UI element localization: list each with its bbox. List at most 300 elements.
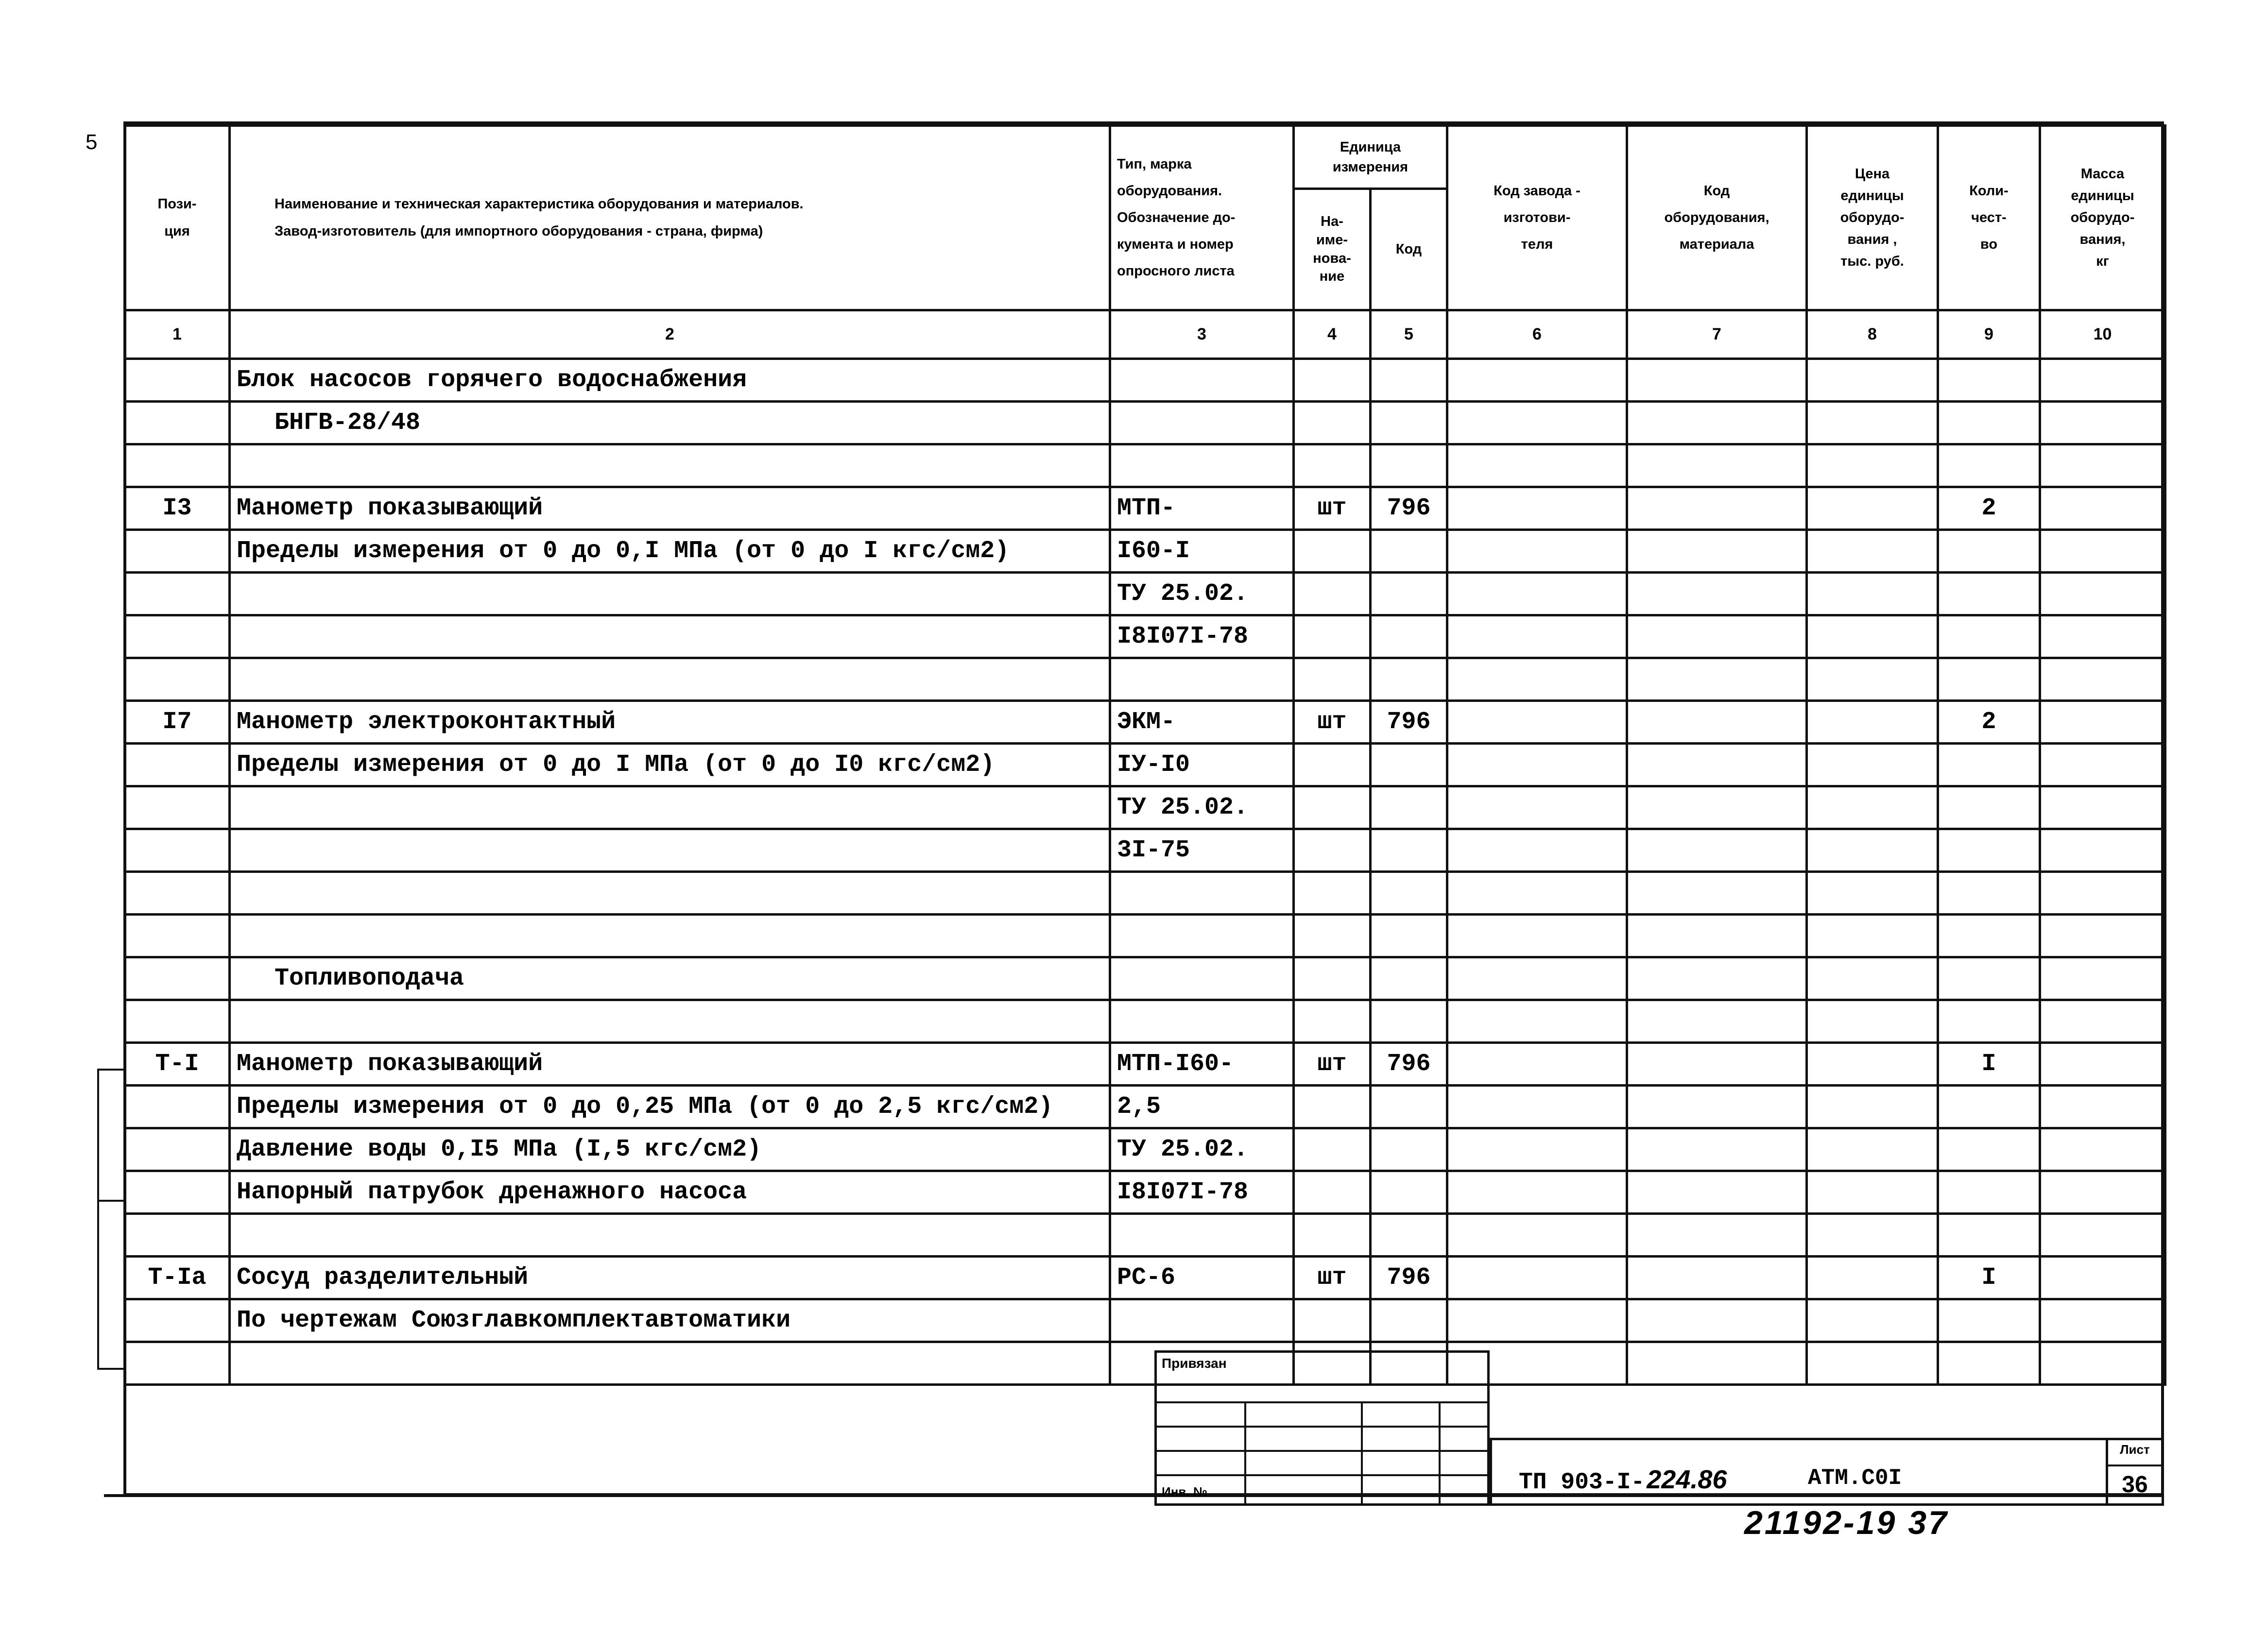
price-cell <box>1807 829 1938 872</box>
unit-code-cell <box>1371 359 1447 402</box>
mass-cell <box>2040 1214 2165 1257</box>
quantity-cell <box>1938 530 2040 573</box>
quantity-cell <box>1938 1214 2040 1257</box>
quantity-cell <box>1938 957 2040 1000</box>
quantity-cell <box>1938 872 2040 915</box>
equipment-code-cell <box>1627 786 1807 829</box>
mass-cell <box>2040 744 2165 786</box>
position-cell: I3 <box>125 487 230 530</box>
position-cell: Т-I <box>125 1043 230 1086</box>
unit-cell <box>1294 786 1371 829</box>
description-cell <box>230 1000 1110 1043</box>
stamp-divider <box>1157 1474 1487 1476</box>
unit-cell: шт <box>1294 1043 1371 1086</box>
mass-cell <box>2040 1257 2165 1299</box>
position-cell <box>125 1128 230 1171</box>
equipment-code-cell <box>1627 829 1807 872</box>
unit-cell <box>1294 872 1371 915</box>
equipment-code-cell <box>1627 1128 1807 1171</box>
maker-code-cell <box>1447 658 1627 701</box>
table-row <box>125 1128 2165 1171</box>
description-cell: Напорный патрубок дренажного насоса <box>230 1171 1110 1214</box>
maker-code-cell <box>1447 444 1627 487</box>
quantity-cell <box>1938 1086 2040 1128</box>
position-cell <box>125 957 230 1000</box>
description-cell <box>230 615 1110 658</box>
document-code: ТП 903-I-224.86 <box>1519 1465 1727 1496</box>
stamp-title: Привязан <box>1162 1356 1227 1371</box>
header-unit-name: На- име- нова- ние <box>1294 189 1371 310</box>
price-cell <box>1807 1342 1938 1385</box>
table-row <box>125 530 2165 573</box>
quantity-cell <box>1938 359 2040 402</box>
price-cell <box>1807 701 1938 744</box>
header-maker-code: Код завода - изготови- теля <box>1447 126 1627 310</box>
quantity-cell: 2 <box>1938 487 2040 530</box>
unit-cell <box>1294 444 1371 487</box>
table-row <box>125 872 2165 915</box>
description-cell <box>230 658 1110 701</box>
header-position: Пози- ция <box>125 126 230 310</box>
quantity-cell: I <box>1938 1257 2040 1299</box>
description-cell <box>230 1214 1110 1257</box>
mass-cell <box>2040 1043 2165 1086</box>
quantity-cell <box>1938 1128 2040 1171</box>
description-cell: Пределы измерения от 0 до 0,I МПа (от 0 до I кгс/см2) <box>230 530 1110 573</box>
mass-cell <box>2040 1171 2165 1214</box>
maker-code-cell <box>1447 786 1627 829</box>
stamp-divider <box>1439 1401 1441 1503</box>
price-cell <box>1807 744 1938 786</box>
mass-cell <box>2040 1342 2165 1385</box>
column-number: 7 <box>1627 310 1807 359</box>
unit-cell <box>1294 359 1371 402</box>
description-cell: Манометр показывающий <box>230 487 1110 530</box>
position-cell <box>125 658 230 701</box>
document-suffix: АТМ.С0I <box>1808 1465 1902 1491</box>
maker-code-cell <box>1447 1299 1627 1342</box>
quantity-cell <box>1938 444 2040 487</box>
header-unit-code: Код <box>1371 189 1447 310</box>
quantity-cell <box>1938 786 2040 829</box>
unit-cell <box>1294 1214 1371 1257</box>
table-row <box>125 1257 2165 1299</box>
equipment-code-cell <box>1627 359 1807 402</box>
maker-code-cell <box>1447 872 1627 915</box>
header-quantity: Коли- чест- во <box>1938 126 2040 310</box>
header-mass: Масса единицы оборудо- вания, кг <box>2040 126 2165 310</box>
quantity-cell <box>1938 1299 2040 1342</box>
unit-cell <box>1294 1128 1371 1171</box>
mass-cell <box>2040 1299 2165 1342</box>
unit-cell <box>1294 530 1371 573</box>
price-cell <box>1807 1000 1938 1043</box>
description-cell: Сосуд разделительный <box>230 1257 1110 1299</box>
price-cell <box>1807 444 1938 487</box>
price-cell <box>1807 872 1938 915</box>
document-code-handwritten: 224.86 <box>1647 1465 1727 1494</box>
column-number-row <box>125 310 2165 359</box>
type-cell: 3I-75 <box>1110 829 1294 872</box>
equipment-code-cell <box>1627 701 1807 744</box>
maker-code-cell <box>1447 701 1627 744</box>
unit-code-cell <box>1371 530 1447 573</box>
unit-code-cell <box>1371 786 1447 829</box>
table-row <box>125 573 2165 615</box>
description-cell: Блок насосов горячего водоснабжения <box>230 359 1110 402</box>
description-cell: Давление воды 0,I5 МПа (I,5 кгс/см2) <box>230 1128 1110 1171</box>
position-cell <box>125 530 230 573</box>
table-row <box>125 744 2165 786</box>
price-cell <box>1807 530 1938 573</box>
sheet-number-box <box>2106 1440 2162 1503</box>
table-row <box>125 615 2165 658</box>
table-row <box>125 658 2165 701</box>
type-cell: ТУ 25.02. <box>1110 1128 1294 1171</box>
position-cell: Т-Iа <box>125 1257 230 1299</box>
position-cell <box>125 444 230 487</box>
type-cell <box>1110 1214 1294 1257</box>
equipment-code-cell <box>1627 658 1807 701</box>
description-cell <box>230 915 1110 957</box>
maker-code-cell <box>1447 615 1627 658</box>
description-cell <box>230 573 1110 615</box>
unit-code-cell <box>1371 658 1447 701</box>
column-number: 5 <box>1371 310 1447 359</box>
unit-code-cell <box>1371 1128 1447 1171</box>
maker-code-cell <box>1447 1086 1627 1128</box>
table-row <box>125 1171 2165 1214</box>
header-price: Цена единицы оборудо- вания , тыс. руб. <box>1807 126 1938 310</box>
unit-cell <box>1294 1299 1371 1342</box>
position-cell <box>125 402 230 444</box>
price-cell <box>1807 786 1938 829</box>
mass-cell <box>2040 786 2165 829</box>
table-row <box>125 444 2165 487</box>
mass-cell <box>2040 915 2165 957</box>
equipment-code-cell <box>1627 1043 1807 1086</box>
type-cell: IУ-I0 <box>1110 744 1294 786</box>
description-cell <box>230 872 1110 915</box>
quantity-cell <box>1938 1342 2040 1385</box>
unit-code-cell <box>1371 1086 1447 1128</box>
type-cell: ЭКМ- <box>1110 701 1294 744</box>
unit-cell: шт <box>1294 1257 1371 1299</box>
table-row <box>125 359 2165 402</box>
quantity-cell <box>1938 402 2040 444</box>
table-row <box>125 1299 2165 1342</box>
unit-code-cell: 796 <box>1371 1257 1447 1299</box>
sheet-number: 36 <box>2122 1472 2148 1498</box>
position-cell <box>125 1299 230 1342</box>
equipment-code-cell <box>1627 402 1807 444</box>
maker-code-cell <box>1447 744 1627 786</box>
title-block <box>1490 1438 2164 1506</box>
price-cell <box>1807 1299 1938 1342</box>
unit-cell <box>1294 1086 1371 1128</box>
header-unit-group: Единица измерения <box>1294 126 1447 189</box>
description-cell <box>230 786 1110 829</box>
table-row <box>125 786 2165 829</box>
quantity-cell <box>1938 1000 2040 1043</box>
position-cell: I7 <box>125 701 230 744</box>
table-row <box>125 487 2165 530</box>
unit-code-cell <box>1371 573 1447 615</box>
equipment-code-cell <box>1627 573 1807 615</box>
equipment-code-cell <box>1627 1342 1807 1385</box>
stamp-divider <box>1361 1401 1363 1503</box>
mass-cell <box>2040 444 2165 487</box>
page-mark: 5 <box>86 130 98 154</box>
unit-cell <box>1294 829 1371 872</box>
mass-cell <box>2040 487 2165 530</box>
stamp-divider <box>1157 1426 1487 1428</box>
price-cell <box>1807 487 1938 530</box>
mass-cell <box>2040 573 2165 615</box>
description-cell: По чертежам Союзглавкомплектавтоматики <box>230 1299 1110 1342</box>
price-cell <box>1807 1043 1938 1086</box>
quantity-cell <box>1938 915 2040 957</box>
maker-code-cell <box>1447 1043 1627 1086</box>
mass-cell <box>2040 402 2165 444</box>
mass-cell <box>2040 359 2165 402</box>
unit-code-cell: 796 <box>1371 701 1447 744</box>
unit-code-cell: 796 <box>1371 487 1447 530</box>
description-cell: Топливоподача <box>230 957 1110 1000</box>
mass-cell <box>2040 1000 2165 1043</box>
maker-code-cell <box>1447 915 1627 957</box>
header-type: Тип, марка оборудования. Обозначение до- кумента и номер опросного листа <box>1110 126 1294 310</box>
position-cell <box>125 1086 230 1128</box>
unit-cell <box>1294 1171 1371 1214</box>
table-row <box>125 402 2165 444</box>
unit-code-cell <box>1371 1214 1447 1257</box>
column-number: 2 <box>230 310 1110 359</box>
equipment-code-cell <box>1627 1000 1807 1043</box>
maker-code-cell <box>1447 487 1627 530</box>
stamp-inventory-label: Инв. № <box>1162 1484 1207 1499</box>
maker-code-cell <box>1447 1128 1627 1171</box>
quantity-cell <box>1938 658 2040 701</box>
unit-code-cell: 796 <box>1371 1043 1447 1086</box>
table-row <box>125 701 2165 744</box>
position-cell <box>125 615 230 658</box>
position-cell <box>125 573 230 615</box>
type-cell <box>1110 658 1294 701</box>
type-cell: I8I07I-78 <box>1110 1171 1294 1214</box>
table-row <box>125 1000 2165 1043</box>
mass-cell <box>2040 701 2165 744</box>
maker-code-cell <box>1447 1000 1627 1043</box>
unit-cell <box>1294 744 1371 786</box>
position-cell <box>125 872 230 915</box>
type-cell: МТП- <box>1110 487 1294 530</box>
unit-cell: шт <box>1294 487 1371 530</box>
mass-cell <box>2040 829 2165 872</box>
table-header <box>125 126 2165 359</box>
column-number: 3 <box>1110 310 1294 359</box>
table-row <box>125 915 2165 957</box>
maker-code-cell <box>1447 957 1627 1000</box>
equipment-code-cell <box>1627 872 1807 915</box>
mass-cell <box>2040 957 2165 1000</box>
maker-code-cell <box>1447 402 1627 444</box>
type-cell: 2,5 <box>1110 1086 1294 1128</box>
mass-cell <box>2040 1086 2165 1128</box>
unit-code-cell <box>1371 872 1447 915</box>
table-row <box>125 1086 2165 1128</box>
unit-code-cell <box>1371 829 1447 872</box>
description-cell <box>230 1342 1110 1385</box>
equipment-code-cell <box>1627 1257 1807 1299</box>
unit-code-cell <box>1371 1171 1447 1214</box>
quantity-cell <box>1938 573 2040 615</box>
price-cell <box>1807 1214 1938 1257</box>
equipment-code-cell <box>1627 1299 1807 1342</box>
unit-code-cell <box>1371 957 1447 1000</box>
equipment-code-cell <box>1627 530 1807 573</box>
quantity-cell: 2 <box>1938 701 2040 744</box>
maker-code-cell <box>1447 1171 1627 1214</box>
description-cell: Манометр электроконтактный <box>230 701 1110 744</box>
mass-cell <box>2040 872 2165 915</box>
description-cell <box>230 444 1110 487</box>
mass-cell <box>2040 1128 2165 1171</box>
equipment-code-cell <box>1627 957 1807 1000</box>
position-cell <box>125 829 230 872</box>
type-cell: МТП-I60- <box>1110 1043 1294 1086</box>
type-cell: I8I07I-78 <box>1110 615 1294 658</box>
column-number: 6 <box>1447 310 1627 359</box>
price-cell <box>1807 1257 1938 1299</box>
quantity-cell <box>1938 829 2040 872</box>
table-row <box>125 1342 2165 1385</box>
type-cell <box>1110 359 1294 402</box>
unit-code-cell <box>1371 744 1447 786</box>
stamp-divider <box>1157 1401 1487 1403</box>
equipment-code-cell <box>1627 1086 1807 1128</box>
maker-code-cell <box>1447 359 1627 402</box>
price-cell <box>1807 573 1938 615</box>
type-cell <box>1110 402 1294 444</box>
table-row <box>125 957 2165 1000</box>
unit-cell <box>1294 957 1371 1000</box>
equipment-code-cell <box>1627 1171 1807 1214</box>
position-cell <box>125 1171 230 1214</box>
unit-cell <box>1294 573 1371 615</box>
unit-cell: шт <box>1294 701 1371 744</box>
position-cell <box>125 786 230 829</box>
maker-code-cell <box>1447 1214 1627 1257</box>
maker-code-cell <box>1447 530 1627 573</box>
binding-margin-tick <box>97 1200 123 1202</box>
table-row <box>125 1214 2165 1257</box>
price-cell <box>1807 615 1938 658</box>
price-cell <box>1807 658 1938 701</box>
price-cell <box>1807 915 1938 957</box>
position-cell <box>125 359 230 402</box>
unit-code-cell <box>1371 1299 1447 1342</box>
position-cell <box>125 915 230 957</box>
type-cell <box>1110 915 1294 957</box>
description-cell: Пределы измерения от 0 до 0,25 МПа (от 0 до 2,5 кгс/см2) <box>230 1086 1110 1128</box>
column-number: 9 <box>1938 310 2040 359</box>
sheet-divider <box>2108 1465 2162 1466</box>
equipment-code-cell <box>1627 487 1807 530</box>
equipment-code-cell <box>1627 915 1807 957</box>
unit-cell <box>1294 915 1371 957</box>
quantity-cell <box>1938 744 2040 786</box>
quantity-cell: I <box>1938 1043 2040 1086</box>
price-cell <box>1807 1086 1938 1128</box>
description-cell: Манометр показывающий <box>230 1043 1110 1086</box>
unit-cell <box>1294 658 1371 701</box>
table-body <box>125 359 2165 1385</box>
unit-cell <box>1294 402 1371 444</box>
type-cell: РС-6 <box>1110 1257 1294 1299</box>
table-row <box>125 1043 2165 1086</box>
position-cell <box>125 1342 230 1385</box>
header-description: Наименование и техническая характеристика оборудования и материалов. Завод-изготовитель (для импортного оборудования - страна, фирма) <box>230 126 1110 310</box>
header-equipment-code: Код оборудования, материала <box>1627 126 1807 310</box>
unit-code-cell <box>1371 402 1447 444</box>
unit-code-cell <box>1371 1000 1447 1043</box>
column-number: 10 <box>2040 310 2165 359</box>
mass-cell <box>2040 530 2165 573</box>
price-cell <box>1807 957 1938 1000</box>
unit-code-cell <box>1371 615 1447 658</box>
price-cell <box>1807 1128 1938 1171</box>
description-cell: БНГВ-28/48 <box>230 402 1110 444</box>
maker-code-cell <box>1447 573 1627 615</box>
mass-cell <box>2040 615 2165 658</box>
type-cell <box>1110 1000 1294 1043</box>
position-cell <box>125 744 230 786</box>
unit-code-cell <box>1371 444 1447 487</box>
maker-code-cell <box>1447 1257 1627 1299</box>
sheet-label: Лист <box>2120 1442 2150 1457</box>
column-number: 4 <box>1294 310 1371 359</box>
type-cell <box>1110 957 1294 1000</box>
specification-table <box>123 124 2166 1386</box>
equipment-code-cell <box>1627 444 1807 487</box>
price-cell <box>1807 402 1938 444</box>
equipment-code-cell <box>1627 744 1807 786</box>
stamp-divider <box>1157 1450 1487 1452</box>
quantity-cell <box>1938 1171 2040 1214</box>
table-row <box>125 829 2165 872</box>
equipment-code-cell <box>1627 1214 1807 1257</box>
maker-code-cell <box>1447 829 1627 872</box>
position-cell <box>125 1000 230 1043</box>
description-cell: Пределы измерения от 0 до I МПа (от 0 до I0 кгс/см2) <box>230 744 1110 786</box>
quantity-cell <box>1938 615 2040 658</box>
type-cell <box>1110 1299 1294 1342</box>
unit-cell <box>1294 1000 1371 1043</box>
price-cell <box>1807 359 1938 402</box>
position-cell <box>125 1214 230 1257</box>
archive-number: 21192-19 37 <box>1744 1504 1949 1541</box>
type-cell: I60-I <box>1110 530 1294 573</box>
type-cell <box>1110 444 1294 487</box>
description-cell <box>230 829 1110 872</box>
type-cell: ТУ 25.02. <box>1110 573 1294 615</box>
column-number: 1 <box>125 310 230 359</box>
binding-margin-bracket <box>97 1069 123 1370</box>
mass-cell <box>2040 658 2165 701</box>
stamp-divider <box>1244 1401 1246 1503</box>
unit-code-cell <box>1371 915 1447 957</box>
